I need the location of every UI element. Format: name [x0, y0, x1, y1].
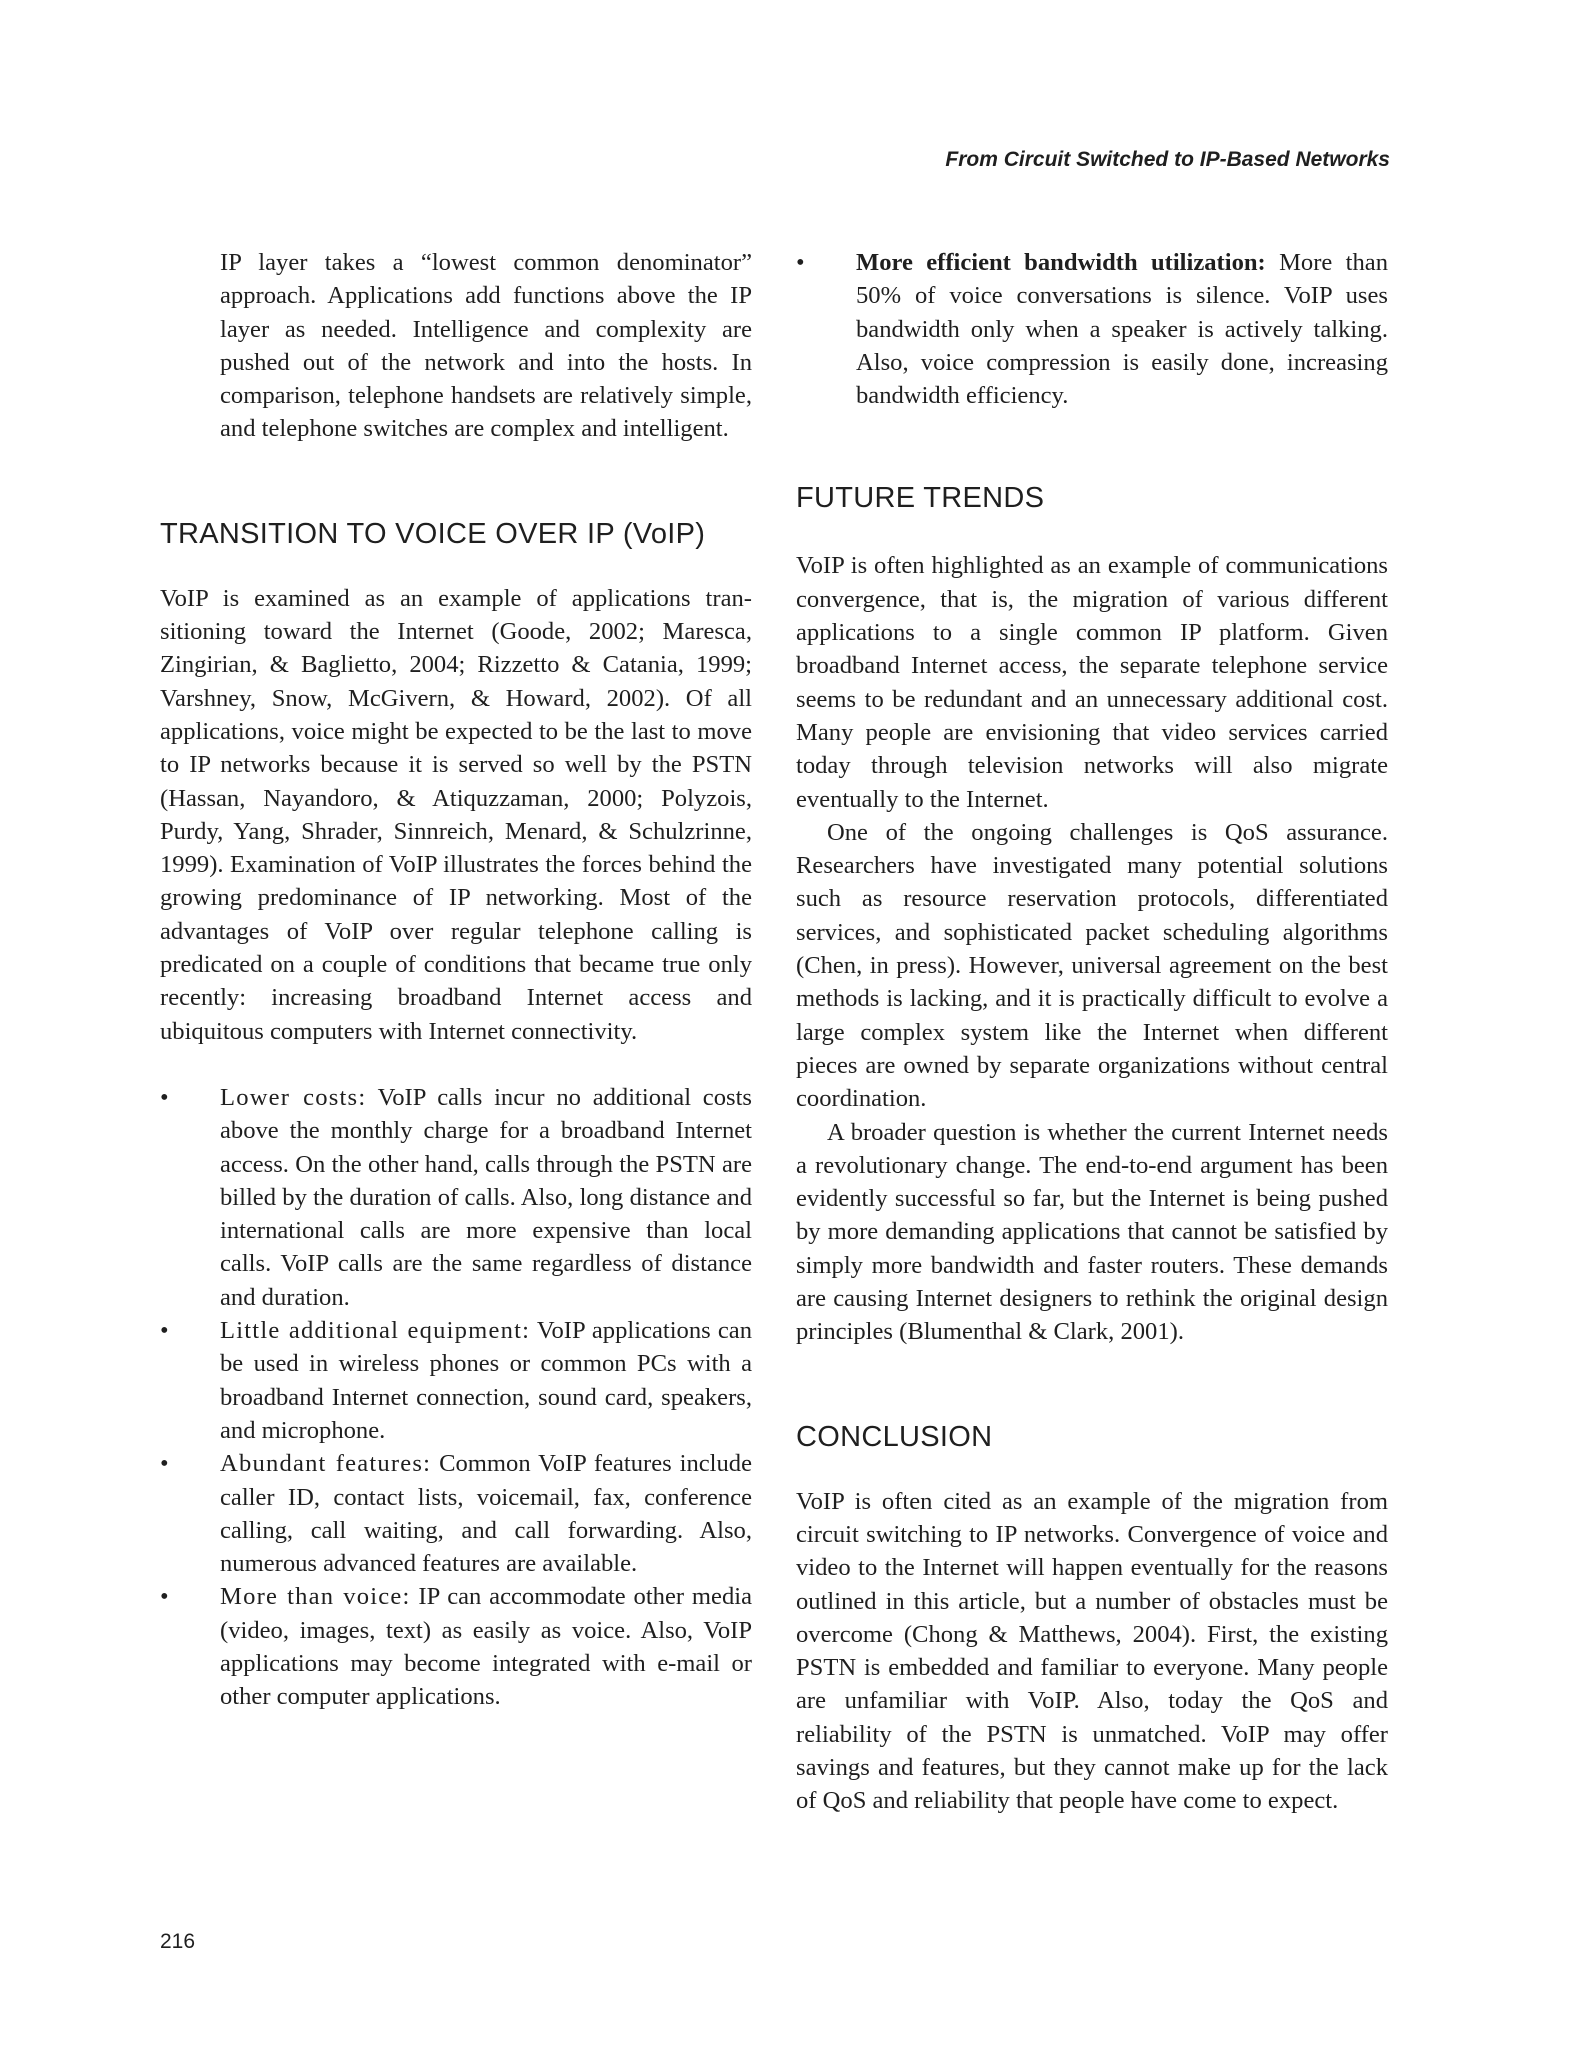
bullet-text: IP can accommodate other media (video, images, text) as easily as voice. Also, VoIP applications may become integrated with e-mail or other computer applications.: [220, 1583, 753, 1711]
list-item: [796, 246, 1388, 412]
bullet-term: Lower costs:: [220, 1083, 367, 1111]
bullet-text: VoIP calls incur no additional costs above the monthly charge for a broadband Internet access. On the other hand, calls through the PSTN are billed by the duration of calls. Also, long distance and international calls are more expensive than local calls. VoIP calls are the same regardless of distance and duration.: [220, 1083, 752, 1311]
running-head: From Circuit Switched to IP-Based Networks: [945, 148, 1390, 171]
list-item: [160, 1447, 752, 1580]
right-column: [796, 246, 1388, 1818]
future-trends-paragraph-1: VoIP is often highlighted as an example of communications convergence, that is, the migration of various different applications to a single common IP platform. Given broadband Internet access, the separate telephone service seems to be redundant and an unnecessary additional cost. Many people are envisioning that video services carried today through television networks will also migrate eventually to the Internet.: [796, 552, 1388, 813]
left-column: [160, 246, 752, 1714]
voip-advantages-list: [160, 1081, 752, 1714]
bullet-icon: •: [160, 1083, 169, 1111]
bullet-icon: •: [796, 249, 805, 276]
future-trends-paragraph-2: One of the ongoing challenges is QoS assurance. Researchers have investigated many potential solutions such as resource reservation protocols, differentiated services, and sophisticated packet scheduling algorithms (Chen, in press). However, universal agreement on the best methods is lacking, and it is practically difficult to evolve a large complex system like the Internet when different pieces are owned by separate organizations without central coordination.: [796, 818, 1388, 1113]
conclusion-paragraph: VoIP is often cited as an example of the migration from circuit switching to IP networks. Convergence of voice and video to the Internet will happen eventually for the reasons outlined in this article, but a number of obstacles must be overcome (Chong & Matthews, 2004). First, the existing PSTN is embedded and familiar to everyone. Many people are unfamiliar with VoIP. Also, today the QoS and reliability of the PSTN is unmatched. VoIP may offer savings and features, but they cannot make up for the lack of QoS and reliability that people have come to expect.: [796, 1487, 1388, 1815]
bullet-icon: •: [160, 1317, 169, 1345]
list-item: [160, 1081, 752, 1314]
voip-transition-paragraph: VoIP is examined as an example of applications transitioning toward the Internet (Goode, 2002; Maresca, Zingirian, & Baglietto, 2004; Rizzetto & Catania, 1999; Varshney, Snow, McGivern, & Howard, 2002). Of all applications, voice might be expected to be the last to move to IP networks because it is served so well by the PSTN (Hassan, Nayandoro, & Atiquzzaman, 2000; Polyzois, Purdy, Yang, Shrader, Sinnreich, Menard, & Schulzrinne, 1999). Examination of VoIP illustrates the forces behind the growing predominance of IP networking. Most of the advantages of VoIP over regular telephone calling is predicated on a couple of conditions that became true only recently: increasing broadband Internet access and ubiquitous computers with Internet connectivity.: [160, 584, 752, 1045]
section-heading-conclusion: CONCLUSION: [796, 1420, 993, 1453]
bullet-term: More than voice:: [220, 1583, 411, 1611]
section-heading-future-trends: FUTURE TRENDS: [796, 482, 1045, 515]
bullet-text: More than 50% of voice conversations is silence. VoIP uses bandwidth only when a speaker is actively talking. Also, voice compression is easily done, increasing bandwidth efficiency.: [856, 249, 1388, 410]
bullet-term: Abundant features:: [220, 1450, 432, 1478]
list-item: [160, 1314, 752, 1447]
intro-paragraph: IP layer takes a “lowest common denominator” approach. Applications add functions above the IP layer as needed. Intelligence and complexity are pushed out of the network and into the hosts. In comparison, telephone handsets are relatively simple, and telephone switches are complex and intelligent.: [220, 249, 752, 443]
bullet-text: VoIP applications can be used in wireless phones or common PCs with a broadband Internet connection, sound card, speakers, and microphone.: [220, 1317, 753, 1444]
bullet-icon: •: [160, 1583, 169, 1611]
bullet-term: Little additional equipment:: [220, 1317, 531, 1345]
list-item: [160, 1580, 752, 1713]
bullet-icon: •: [160, 1450, 169, 1478]
bullet-text: Common VoIP features include caller ID, contact lists, voicemail, fax, conference calling, call waiting, and call forwarding. Also, numerous advanced features are available.: [220, 1450, 752, 1578]
section-heading-voip-transition: TRANSITION TO VOICE OVER IP (VoIP): [160, 517, 706, 550]
voip-advantages-list-continued: [796, 246, 1388, 412]
page-number: 216: [160, 1930, 196, 1953]
future-trends-paragraph-3: A broader question is whether the current Internet needs a revolutionary change. The end-to-end argument has been evidently successful so far, but the Internet is being pushed by more demanding applications that cannot be satisfied by simply more bandwidth and faster routers. These demands are causing Internet designers to rethink the original design principles (Blumenthal & Clark, 2001).: [796, 1118, 1388, 1346]
bullet-term: More efficient bandwidth utilization:: [856, 249, 1266, 276]
